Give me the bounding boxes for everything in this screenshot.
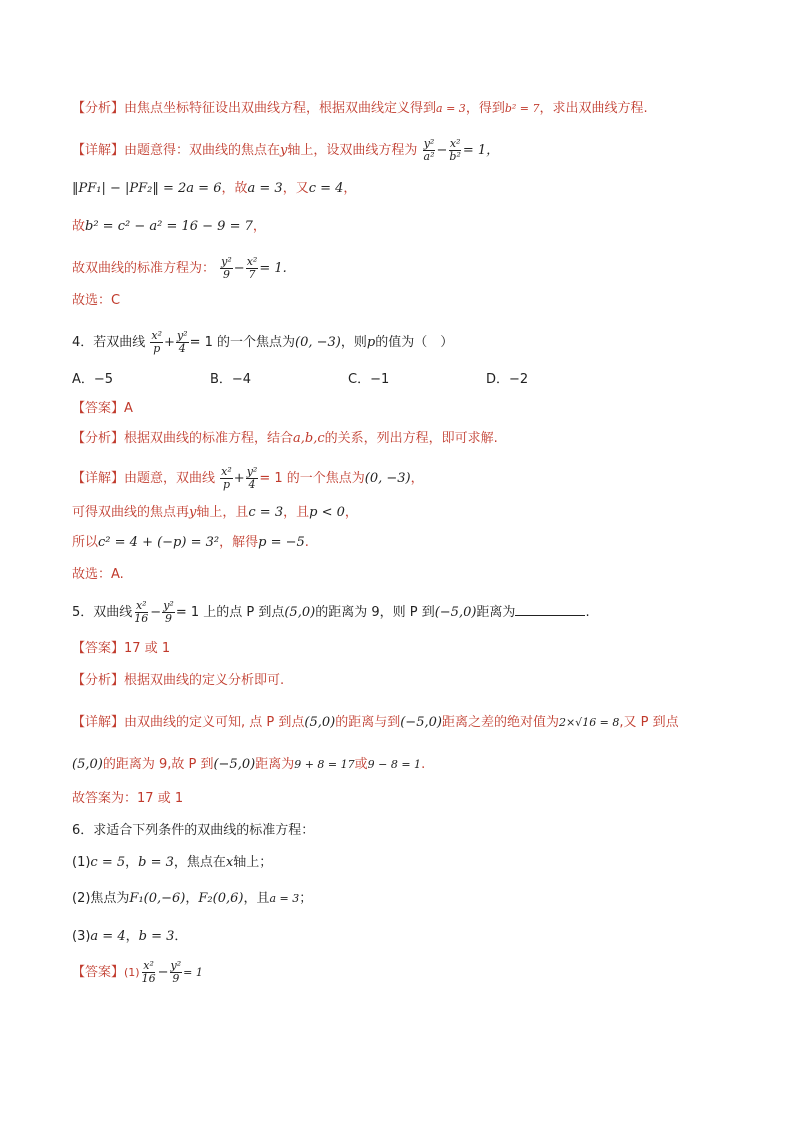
q5-fraction-2 (162, 600, 175, 625)
q3-analysis-tag: 【分析】 (72, 101, 125, 116)
q4-answer-value: A (124, 401, 133, 416)
q3-detail-text-b: 轴上，设双曲线方程为 (287, 143, 418, 158)
q6-c2-sep: ， (185, 891, 199, 906)
q4-detail-line3 (72, 534, 309, 552)
q5-detail-text-d: ,又 P 到点 (619, 715, 679, 730)
q6-c3-eq2: b = 3 (138, 929, 175, 944)
q6-c1-eq1: c = 5 (90, 855, 126, 870)
q5-detail (72, 714, 679, 732)
eq-one: = 1 (183, 966, 203, 979)
frac-den: 16 (141, 972, 156, 985)
q5-detail-text-a: 由双曲线的定义可知, 点 P 到点 (124, 715, 305, 730)
q6-c3-eq1: a = 4 (90, 929, 126, 944)
q5-detail-point-1: (5,0) (304, 715, 336, 730)
frac-num: x² (221, 465, 232, 478)
q3-choice (72, 292, 120, 310)
q4-detail (72, 466, 424, 491)
q6-c3-sep: ， (125, 929, 139, 944)
q6-c1-end: 轴上； (233, 855, 273, 870)
q5-final-value: 17 或 1 (137, 791, 184, 806)
q3-line3-eq3: c = 4 (308, 181, 344, 196)
q5-detail-tag: 【详解】 (72, 715, 125, 730)
frac-num: y² (170, 959, 182, 972)
q6-c2-text-c: ，且 (243, 891, 270, 906)
frac-den: 4 (248, 478, 256, 491)
q4-detail-text-a: 由题意，双曲线 (124, 471, 216, 486)
frac-num: y² (246, 465, 258, 478)
frac-num: y² (176, 329, 188, 342)
q4-line2-eq2: p < 0 (309, 505, 345, 520)
q5-detail-eq: 2×√16 = 8 (558, 716, 620, 729)
q4-analysis (72, 430, 498, 448)
q5-analysis (72, 672, 284, 690)
q6-answer-fraction-1 (141, 960, 157, 985)
q5-stem (72, 600, 590, 625)
q4-analysis-text-b: 的关系，列出方程，即可求解. (324, 431, 498, 446)
q3-analysis-eq2: b² = 7 (504, 102, 540, 115)
q3-line3-eq: ‖PF₁| − |PF₂‖ = 2a = 6 (72, 181, 222, 196)
q3-analysis-text-c: ，求出双曲线方程. (539, 101, 648, 116)
q4-stem (72, 330, 453, 355)
q4-line2-text-b: 轴上，且 (196, 505, 249, 520)
q3-detail-var: y (280, 143, 288, 158)
q6-stem (72, 822, 314, 840)
q3-line4-text-b: ， (252, 219, 266, 234)
frac-den: 7 (248, 268, 256, 281)
frac-num: x² (449, 137, 461, 150)
eq-one: = 1. (259, 261, 287, 276)
q4-line3-eq2: p = −5 (258, 535, 305, 550)
q5-stem-text-d: 距离为 (476, 605, 516, 620)
q4-option-b: B．−4 (210, 372, 252, 387)
q6-answer (72, 960, 203, 985)
q3-analysis-line (72, 100, 648, 118)
q6-stem-text: 6．求适合下列条件的双曲线的标准方程： (72, 823, 315, 838)
q3-detail-line (72, 138, 499, 163)
q6-c2-text-a: (2)焦点为 (72, 891, 130, 906)
q4-stem-text-b: = 1 的一个焦点为 (189, 335, 296, 350)
frac-num: x² (151, 329, 163, 342)
plus-sign: + (233, 471, 245, 486)
q4-detail-line2 (72, 504, 358, 522)
frac-num: y² (423, 137, 435, 150)
q4-detail-fraction-1 (220, 466, 233, 491)
q6-answer-tag: 【答案】 (72, 965, 125, 980)
q4-line2-text-d: ， (344, 505, 358, 520)
q4-analysis-text-a: 根据双曲线的标准方程，结合 (124, 431, 294, 446)
q5-answer-blank[interactable] (515, 603, 585, 616)
frac-den: 9 (165, 612, 172, 625)
q5-line2-point-1: (5,0) (72, 757, 103, 772)
q4-var-p: p (366, 335, 376, 350)
q5-detail-text-c: 距离之差的绝对值为 (441, 715, 559, 730)
q4-line2-text-c: ，且 (283, 505, 310, 520)
q4-option-d: D．−2 (486, 372, 529, 387)
q4-analysis-vars: a,b,c (293, 431, 325, 446)
q4-analysis-tag: 【分析】 (72, 431, 125, 446)
q3-line3 (72, 180, 356, 198)
q5-line2-eq1: 9 + 8 = 17 (294, 758, 355, 771)
q4-detail-tag: 【详解】 (72, 471, 125, 486)
q4-answer-tag: 【答案】 (72, 401, 125, 416)
minus-sign: − (436, 143, 448, 158)
q3-line4 (72, 218, 266, 236)
frac-num: x² (246, 255, 258, 268)
q5-answer-tag: 【答案】 (72, 641, 125, 656)
q5-detail-point-2: (−5,0) (400, 715, 442, 730)
q3-fraction-x2-b2 (448, 138, 461, 163)
minus-sign: − (233, 261, 245, 276)
q4-line3-text-c: . (304, 535, 309, 550)
q3-line5-fraction-1 (220, 256, 233, 281)
q3-line3-text-c: ， (343, 181, 357, 196)
q5-final (72, 790, 183, 808)
plus-sign: + (164, 335, 175, 350)
q5-analysis-text: 根据双曲线的定义分析即可. (124, 673, 285, 688)
q6-answer-index: (1) (124, 966, 140, 979)
q6-c1-index: (1) (72, 855, 91, 870)
q5-analysis-tag: 【分析】 (72, 673, 125, 688)
q5-line2-text-b: 距离为 (255, 757, 295, 772)
q3-line3-text-b: ，又 (282, 181, 309, 196)
q4-line3-text-b: ，解得 (219, 535, 259, 550)
q4-line3-text-a: 所以 (72, 535, 99, 550)
q3-detail-tag: 【详解】 (72, 143, 125, 158)
q3-fraction-y2-a2 (423, 138, 436, 163)
eq-one: = 1， (462, 143, 500, 158)
q3-line3-eq2: a = 3 (247, 181, 283, 196)
q6-c1-text: ，焦点在 (173, 855, 226, 870)
q4-stem-text-d: 的值为（ ） (375, 335, 454, 350)
q6-condition-3 (72, 928, 187, 946)
q5-answer (72, 640, 170, 658)
q5-stem-text-e: . (585, 605, 590, 620)
q5-final-label: 故答案为： (72, 791, 138, 806)
q5-stem-text-c: 的距离为 9，则 P 到 (315, 605, 435, 620)
frac-den: p (153, 342, 161, 355)
q3-line4-eq: b² = c² − a² = 16 − 9 = 7 (85, 219, 253, 234)
q6-c1-eq2: b = 3 (138, 855, 174, 870)
q3-analysis-text-b: ，得到 (465, 101, 505, 116)
q6-c2-eq1: F₁(0,−6) (129, 891, 186, 906)
q4-fraction-x2-p (150, 330, 163, 355)
q4-line2-var: y (189, 505, 197, 520)
frac-num: y² (163, 599, 174, 612)
q3-detail-text-a: 由题意得：双曲线的焦点在 (124, 143, 281, 158)
frac-num: y² (221, 255, 232, 268)
q5-answer-value: 17 或 1 (124, 641, 171, 656)
q5-detail-line2 (72, 756, 425, 774)
q6-c1-var: x (225, 855, 234, 870)
q4-line2-eq1: c = 3 (248, 505, 284, 520)
q6-condition-2 (72, 890, 312, 908)
q3-choice-value: C (111, 293, 121, 308)
q5-line2-text-d: . (421, 757, 426, 772)
frac-den: 9 (222, 268, 230, 281)
q6-answer-fraction-2 (170, 960, 183, 985)
q4-detail-text-b: = 1 的一个焦点为 (259, 471, 365, 486)
q5-line2-eq2: 9 − 8 = 1 (367, 758, 422, 771)
q3-analysis-eq1: a = 3 (436, 102, 466, 115)
frac-den: a² (423, 150, 435, 163)
frac-den: b² (449, 150, 461, 163)
q6-c1-sep: ， (125, 855, 139, 870)
q4-stem-text-c: ，则 (340, 335, 367, 350)
q6-c3-end: ． (174, 929, 188, 944)
q5-point-2: (−5,0) (434, 605, 477, 620)
q4-choice (72, 566, 124, 584)
frac-den: 9 (172, 972, 180, 985)
q4-line3-eq1: c² = 4 + (−p) = 3² (98, 535, 220, 550)
q5-stem-text-b: = 1 上的点 P 到点 (175, 605, 285, 620)
q5-line2-point-2: (−5,0) (213, 757, 256, 772)
q6-c2-eq3: a = 3 (269, 892, 300, 905)
q5-fraction-1 (133, 600, 149, 625)
q4-choice-label: 故选： (72, 567, 112, 582)
q6-c2-eq2: F₂(0,6) (198, 891, 244, 906)
q4-fraction-y2-4 (176, 330, 189, 355)
q4-detail-point: (0, −3) (364, 471, 411, 486)
q4-detail-text-c: ， (410, 471, 424, 486)
q5-point-1: (5,0) (284, 605, 316, 620)
q5-stem-text-a: 5．双曲线 (72, 605, 133, 620)
minus-sign: − (157, 965, 169, 980)
q4-option-a: A．−5 (72, 372, 114, 387)
q6-c2-end: ； (299, 891, 313, 906)
q4-point: (0, −3) (295, 335, 341, 350)
q3-line5 (72, 256, 287, 281)
frac-num: x² (143, 959, 154, 972)
frac-den: 16 (134, 612, 149, 625)
q3-line5-text: 故双曲线的标准方程为： (72, 261, 216, 276)
q4-detail-fraction-2 (246, 466, 259, 491)
q4-stem-text-a: 4．若双曲线 (72, 335, 146, 350)
q4-answer (72, 400, 133, 418)
q4-choice-value: A. (111, 567, 124, 582)
frac-num: x² (135, 599, 147, 612)
q5-line2-text-c: 或 (354, 757, 368, 772)
minus-sign: − (150, 605, 162, 620)
q3-line4-text-a: 故 (72, 219, 86, 234)
q3-line3-text-a: ，故 (221, 181, 248, 196)
q3-choice-label: 故选： (72, 293, 112, 308)
frac-den: 4 (178, 342, 186, 355)
q3-line5-fraction-2 (246, 256, 259, 281)
q4-line2-text-a: 可得双曲线的焦点再 (72, 505, 190, 520)
q5-line2-text-a: 的距离为 9,故 P 到 (102, 757, 214, 772)
q3-analysis-text-a: 由焦点坐标特征设出双曲线方程，根据双曲线定义得到 (124, 101, 437, 116)
q5-detail-text-b: 的距离与到 (335, 715, 401, 730)
frac-den: p (222, 478, 230, 491)
q6-c3-index: (3) (72, 929, 91, 944)
q6-condition-1 (72, 854, 272, 872)
q4-option-c: C．−1 (348, 372, 390, 387)
